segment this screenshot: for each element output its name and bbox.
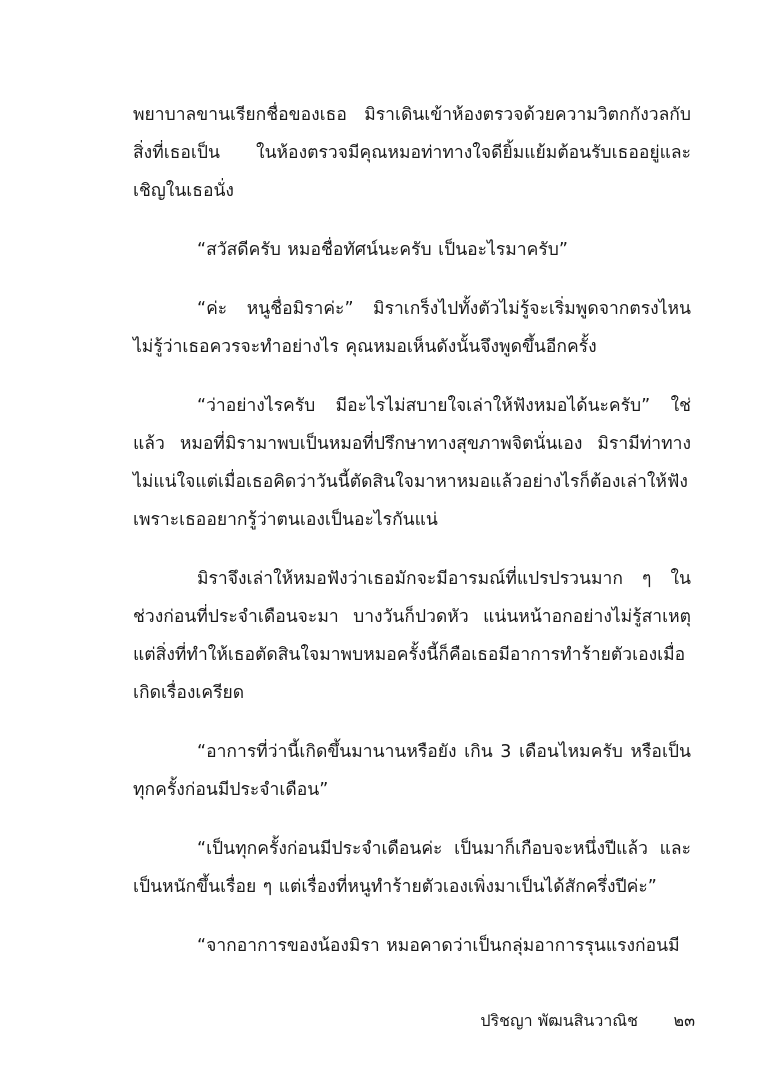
paragraph-dialogue-diagnosis: “จากอาการของน้องมิรา หมอคาดว่าเป็นกลุ่มอาการรุนแรงก่อนมี bbox=[197, 936, 680, 956]
body-text bbox=[133, 96, 691, 986]
paragraph-intro: พยาบาลขานเรียกชื่อของเธอ มิราเดินเข้าห้องตรวจด้วยความวิตกกังวลกับสิ่งที่เธอเป็น ในห้องตรวจมีคุณหมอท่าทางใจดียิ้มแย้มต้อนรับเธออยู่และเชิญในเธอนั่ง bbox=[133, 105, 691, 201]
paragraph-mira-story: มิราจึงเล่าให้หมอฟังว่าเธอมักจะมีอารมณ์ที่แปรปรวนมาก ๆ ในช่วงก่อนที่ประจำเดือนจะมา บางวันก็ปวดหัว แน่นหน้าอกอย่างไม่รู้สาเหตุ แต่สิ่งที่ทำให้เธอตัดสินใจมาพบหมอครั้งนี้ก็คือเธอมีอาการทำร้ายตัวเองเมื่อเกิดเรื่องเครียด bbox=[133, 569, 691, 703]
page-footer bbox=[0, 1003, 768, 1043]
paragraph-dialogue-doctor-ask: “ว่าอย่างไรครับ มีอะไรไม่สบายใจเล่าให้ฟังหมอได้นะครับ” ใช่แล้ว หมอที่มิรามาพบเป็นหมอที่ปรึกษาทางสุขภาพจิตนั่นเอง มิรามีท่าทางไม่แน่ใจแต่เมื่อเธอคิดว่าวันนี้ตัดสินใจมาหาหมอแล้วอย่างไรก็ต้องเล่าให้ฟังเพราะเธออยากรู้ว่าตนเองเป็นอะไรกันแน่ bbox=[133, 396, 691, 530]
paragraph-dialogue-duration: “อาการที่ว่านี้เกิดขึ้นมานานหรือยัง เกิน 3 เดือนไหมครับ หรือเป็นทุกครั้งก่อนมีประจำเดือน” bbox=[133, 742, 691, 800]
page-number: ๒๓ bbox=[673, 1011, 695, 1030]
paragraph-dialogue-mira-name: “ค่ะ หนูชื่อมิราค่ะ” มิราเกร็งไปทั้งตัวไม่รู้จะเริ่มพูดจากตรงไหน ไม่รู้ว่าเธอควรจะทำอย่างไร คุณหมอเห็นดังนั้นจึงพูดขึ้นอีกครั้ง bbox=[133, 299, 691, 357]
paragraph-dialogue-greeting: “สวัสดีครับ หมอชื่อทัศน์นะครับ เป็นอะไรมาครับ” bbox=[197, 240, 568, 260]
paragraph-dialogue-answer: “เป็นทุกครั้งก่อนมีประจำเดือนค่ะ เป็นมาก็เกือบจะหนึ่งปีแล้ว และเป็นหนักขึ้นเรื่อย ๆ แต่เรื่องที่หนูทำร้ายตัวเองเพิ่งมาเป็นได้สักครึ่งปีค่ะ” bbox=[133, 839, 691, 897]
footer-author: ปริชญา พัฒนสินวาณิช bbox=[480, 1011, 638, 1030]
